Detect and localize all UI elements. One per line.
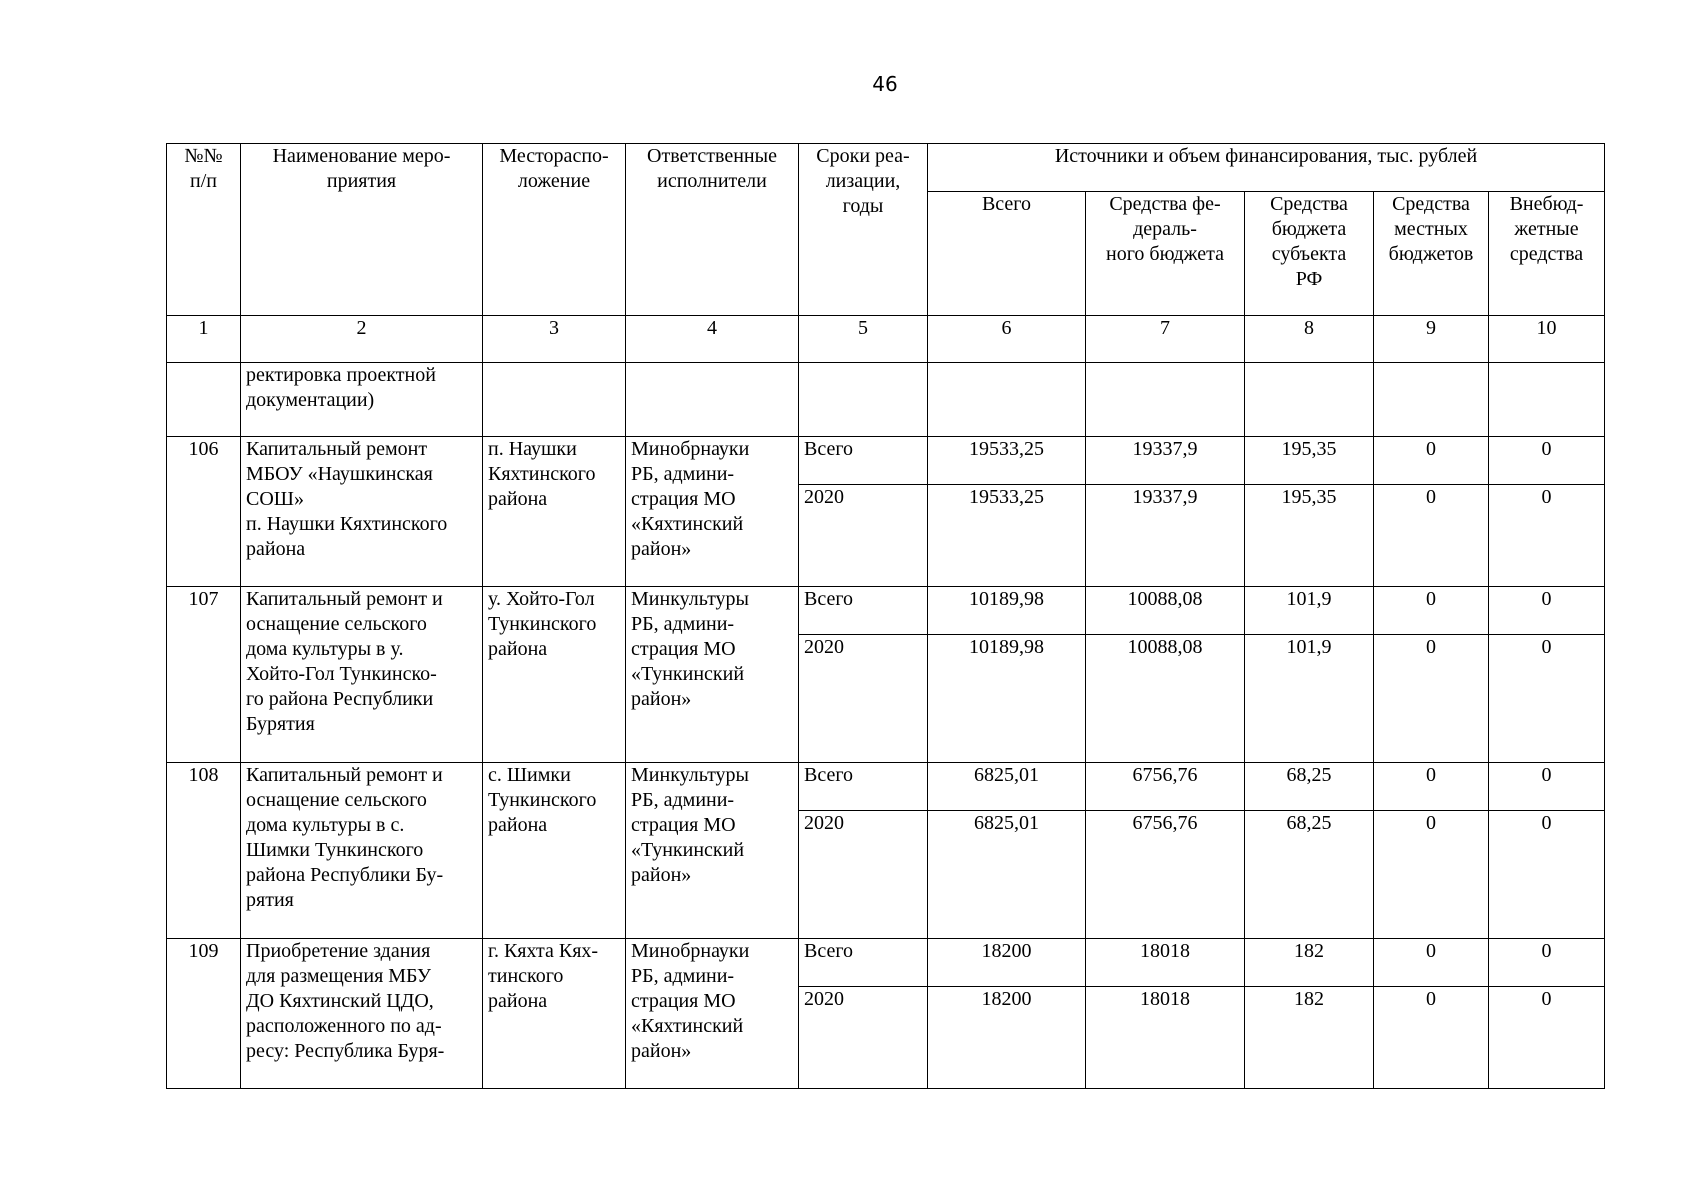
row-number: 106	[167, 437, 241, 587]
row-local: 0	[1374, 811, 1489, 939]
header-col-total: Всего	[928, 192, 1086, 316]
row-executors: Минкультуры РБ, админи- страция МО «Тункинский район»	[626, 763, 799, 939]
row-extra: 0	[1489, 635, 1605, 763]
header-col-num: №№ п/п	[167, 144, 241, 316]
table-row	[167, 437, 1605, 485]
row-local: 0	[1374, 485, 1489, 587]
column-number: 2	[241, 316, 483, 363]
row-subject: 68,25	[1245, 811, 1374, 939]
row-number: 107	[167, 587, 241, 763]
header-col-subject: Средства бюджета субъекта РФ	[1245, 192, 1374, 316]
table-row	[167, 939, 1605, 987]
row-subject: 101,9	[1245, 587, 1374, 635]
funding-table	[166, 143, 1605, 1089]
row-total: 19533,25	[928, 437, 1086, 485]
row-extra: 0	[1489, 437, 1605, 485]
row-total: 18200	[928, 939, 1086, 987]
row-total: 6825,01	[928, 763, 1086, 811]
row-number: 108	[167, 763, 241, 939]
row-federal: 6756,76	[1086, 811, 1245, 939]
column-number: 9	[1374, 316, 1489, 363]
row-period: 2020	[799, 635, 928, 763]
row-total: 19533,25	[928, 485, 1086, 587]
row-period: 2020	[799, 987, 928, 1089]
column-number: 7	[1086, 316, 1245, 363]
row-local: 0	[1374, 763, 1489, 811]
continuation-row	[167, 363, 1605, 437]
row-local: 0	[1374, 939, 1489, 987]
table-row	[167, 763, 1605, 811]
row-federal: 10088,08	[1086, 587, 1245, 635]
header-funding-group: Источники и объем финансирования, тыс. рублей	[928, 144, 1605, 192]
row-federal: 19337,9	[1086, 485, 1245, 587]
header-col-executors: Ответственные исполнители	[626, 144, 799, 316]
header-col-name: Наименование меро- приятия	[241, 144, 483, 316]
row-period: Всего	[799, 763, 928, 811]
row-subject: 195,35	[1245, 437, 1374, 485]
row-local: 0	[1374, 587, 1489, 635]
row-federal: 6756,76	[1086, 763, 1245, 811]
row-total: 10189,98	[928, 635, 1086, 763]
row-subject: 182	[1245, 939, 1374, 987]
header-col-extra: Внебюд- жетные средства	[1489, 192, 1605, 316]
row-executors: Минобрнауки РБ, админи- страция МО «Кяхтинский район»	[626, 939, 799, 1089]
row-local: 0	[1374, 437, 1489, 485]
header-col-local: Средства местных бюджетов	[1374, 192, 1489, 316]
column-number: 3	[483, 316, 626, 363]
row-location: у. Хойто-Гол Тункинского района	[483, 587, 626, 763]
row-extra: 0	[1489, 939, 1605, 987]
row-total: 6825,01	[928, 811, 1086, 939]
row-extra: 0	[1489, 587, 1605, 635]
row-location: п. Наушки Кяхтинского района	[483, 437, 626, 587]
column-number: 6	[928, 316, 1086, 363]
row-location: с. Шимки Тункинского района	[483, 763, 626, 939]
row-total: 18200	[928, 987, 1086, 1089]
row-subject: 101,9	[1245, 635, 1374, 763]
row-number: 109	[167, 939, 241, 1089]
row-executors: Минобрнауки РБ, админи- страция МО «Кяхтинский район»	[626, 437, 799, 587]
row-federal: 18018	[1086, 987, 1245, 1089]
header-col-location: Местораспо- ложение	[483, 144, 626, 316]
row-name: Приобретение здания для размещения МБУ ДО Кяхтинский ЦДО, расположенного по ад- ресу: Республика Буря-	[241, 939, 483, 1089]
column-number: 10	[1489, 316, 1605, 363]
row-extra: 0	[1489, 811, 1605, 939]
header-row-1	[167, 144, 1605, 192]
row-period: Всего	[799, 437, 928, 485]
row-total: 10189,98	[928, 587, 1086, 635]
row-extra: 0	[1489, 987, 1605, 1089]
row-name: Капитальный ремонт МБОУ «Наушкинская СОШ» п. Наушки Кяхтинского района	[241, 437, 483, 587]
row-subject: 182	[1245, 987, 1374, 1089]
column-number: 4	[626, 316, 799, 363]
row-name: Капитальный ремонт и оснащение сельского дома культуры в у. Хойто-Гол Тункинско- го района Республики Бурятия	[241, 587, 483, 763]
row-local: 0	[1374, 635, 1489, 763]
column-numbers-row	[167, 316, 1605, 363]
row-location: г. Кяхта Кях- тинского района	[483, 939, 626, 1089]
row-period: Всего	[799, 939, 928, 987]
table-row	[167, 587, 1605, 635]
row-extra: 0	[1489, 485, 1605, 587]
row-federal: 10088,08	[1086, 635, 1245, 763]
column-number: 8	[1245, 316, 1374, 363]
row-federal: 19337,9	[1086, 437, 1245, 485]
row-executors: Минкультуры РБ, админи- страция МО «Тункинский район»	[626, 587, 799, 763]
header-col-federal: Средства фе- дераль- ного бюджета	[1086, 192, 1245, 316]
row-name: Капитальный ремонт и оснащение сельского дома культуры в с. Шимки Тункинского района Республики Бу- рятия	[241, 763, 483, 939]
row-extra: 0	[1489, 763, 1605, 811]
row-local: 0	[1374, 987, 1489, 1089]
column-number: 1	[167, 316, 241, 363]
continuation-name: ректировка проектной документации)	[241, 363, 483, 437]
page-number: 46	[872, 72, 898, 96]
column-number: 5	[799, 316, 928, 363]
row-federal: 18018	[1086, 939, 1245, 987]
header-col-periods: Сроки реа- лизации, годы	[799, 144, 928, 316]
row-subject: 195,35	[1245, 485, 1374, 587]
row-subject: 68,25	[1245, 763, 1374, 811]
row-period: 2020	[799, 485, 928, 587]
row-period: Всего	[799, 587, 928, 635]
row-period: 2020	[799, 811, 928, 939]
